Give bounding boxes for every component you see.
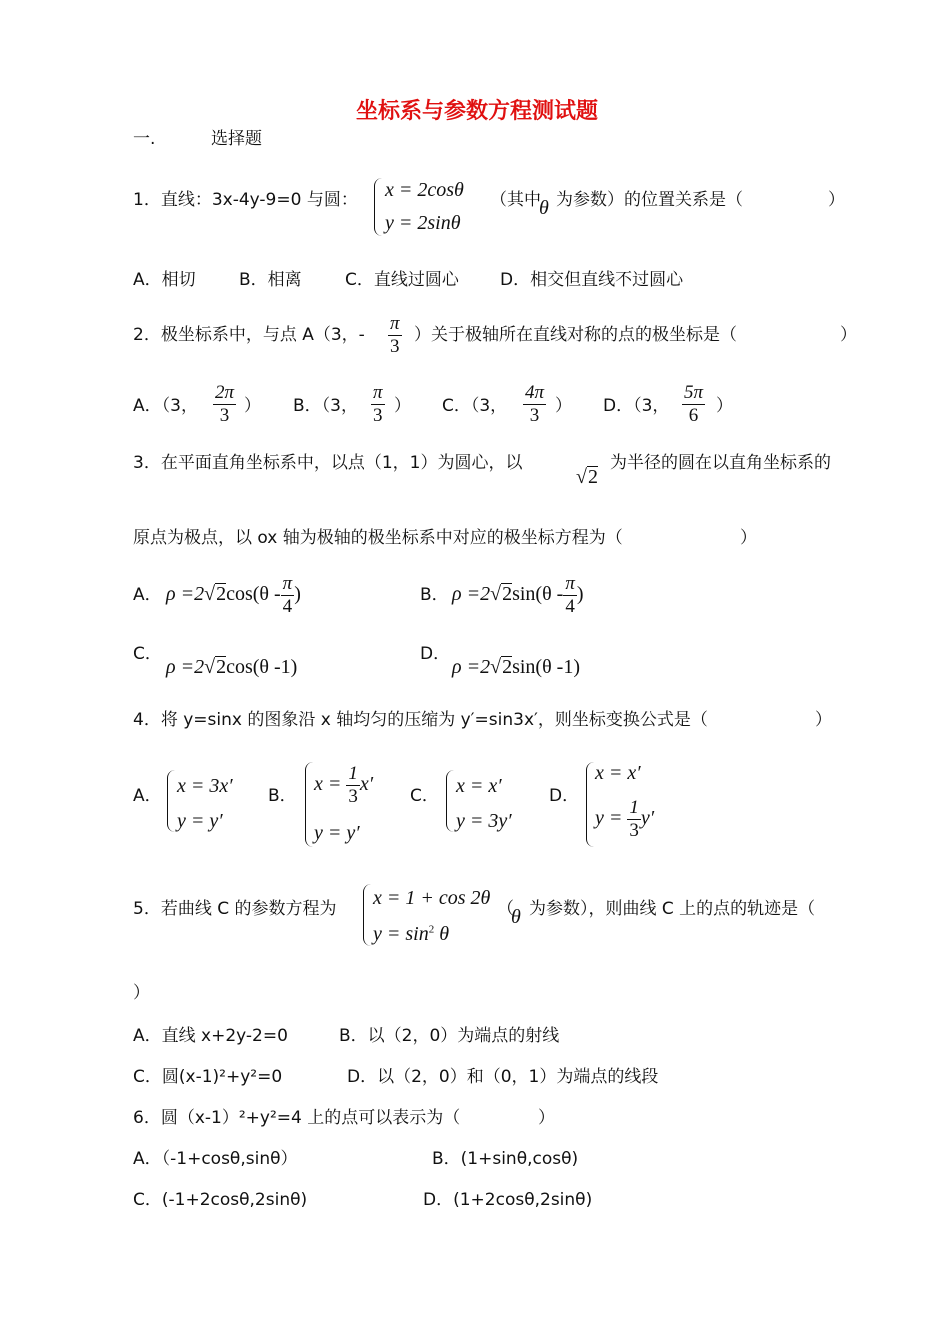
rho-eq: ρ =2	[166, 582, 205, 605]
pi-over-4	[563, 573, 577, 618]
q3-option-c-label: C．	[133, 644, 162, 664]
q3-option-d-formula	[452, 656, 580, 677]
q1-stem: 1．直线：3x-4y-9=0 与圆：	[133, 190, 358, 210]
q1-eq-x: x = 2cosθ	[385, 179, 464, 201]
one-third	[627, 797, 641, 842]
q4-option-d-label: D．	[549, 786, 580, 806]
q4-option-d-y	[595, 797, 654, 842]
frac-num: 4π	[525, 382, 545, 403]
sin-part: sin(θ -	[512, 656, 564, 678]
q4-close: ）	[815, 710, 832, 730]
q3-stem-line1b: 为半径的圆在以直角坐标系的	[610, 453, 831, 473]
q6-close: ）	[538, 1108, 555, 1128]
q4-stem: 4．将 y=sinx 的图象沿 x 轴均匀的压缩为 y′=sin3x′，则坐标变换公式是（	[133, 710, 708, 730]
q6-stem: 6．圆（x-1）²+y²=4 上的点可以表示为（	[133, 1108, 461, 1128]
radical-icon: √	[490, 656, 502, 678]
radical-icon: √	[490, 582, 502, 605]
q6-option-b: B．(1+sinθ,cosθ)	[432, 1149, 579, 1169]
radicand: 2	[587, 466, 598, 488]
cos-part: cos(θ -	[226, 582, 281, 605]
q4-option-c-label: C．	[410, 786, 439, 806]
rho-eq: ρ =2	[166, 656, 205, 678]
q5-mid1: （	[497, 899, 514, 919]
q2-stem-end: ）关于极轴所在直线对称的点的极坐标是（	[414, 325, 737, 345]
one-paren: 1)	[563, 656, 581, 678]
q5-option-a: A．直线 x+2y-2=0	[133, 1026, 288, 1046]
q4-option-b-label: B．	[268, 786, 297, 806]
frac-den: 4	[282, 595, 293, 617]
rhs: x′	[359, 772, 374, 795]
q1-theta: θ	[539, 197, 549, 219]
q4-option-b-x	[314, 763, 373, 808]
q2-option-b-close: ）	[394, 396, 411, 416]
q6-option-c: C．(-1+2cosθ,2sinθ)	[133, 1190, 308, 1210]
q4-option-c-y: y = 3y′	[456, 810, 512, 832]
q4-option-a-brace	[167, 770, 175, 832]
q6-option-d: D．(1+2cosθ,2sinθ)	[423, 1190, 593, 1210]
q1-brace	[374, 178, 383, 236]
q5-option-c: C．圆(x-1)²+y²=0	[133, 1067, 283, 1087]
frac-den: 3	[629, 819, 639, 841]
q3-option-a-label: A．	[133, 585, 162, 605]
frac-den: 3	[219, 404, 230, 426]
q3-option-d-label: D．	[420, 644, 451, 664]
q2-option-d-fraction	[682, 382, 705, 427]
q5-brace	[363, 884, 372, 946]
q4-option-a-label: A．	[133, 786, 162, 806]
q2-close: ）	[840, 325, 857, 345]
rho-eq: ρ =2	[452, 656, 491, 678]
frac-den: 3	[373, 404, 383, 426]
q2-option-c-close: ）	[555, 396, 572, 416]
frac-num: π	[282, 573, 293, 594]
q1-option-c: C．直线过圆心	[345, 270, 459, 290]
q2-stem: 2．极坐标系中，与点 A（3，-	[133, 325, 365, 345]
q1-mid2: 为参数）的位置关系是（	[556, 190, 743, 210]
q4-option-a-y: y = y′	[177, 810, 223, 832]
q2-point-fraction	[388, 313, 402, 358]
q4-option-b-brace	[305, 762, 313, 847]
q3-option-a-formula	[166, 573, 301, 618]
q3-close: ）	[740, 528, 757, 548]
q5-stem: 5．若曲线 C 的参数方程为	[133, 899, 337, 919]
q2-option-d-close: ）	[716, 396, 733, 416]
radical-icon: √	[576, 466, 587, 488]
q4-option-a-x: x = 3x′	[177, 775, 233, 797]
one-third	[346, 763, 360, 808]
theta: θ	[439, 923, 450, 945]
q3-stem-line2: 原点为极点，以 ox 轴为极轴的极坐标系中对应的极坐标方程为（	[133, 528, 623, 548]
q1-option-d: D．相交但直线不过圆心	[500, 270, 684, 290]
q5-eq-y	[373, 924, 449, 944]
q4-option-d-brace	[586, 762, 594, 847]
q5-option-d: D．以（2，0）和（0，1）为端点的线段	[347, 1067, 659, 1087]
q1-eq-y: y = 2sinθ	[385, 212, 461, 234]
radicand: 2	[216, 582, 227, 605]
radicand: 2	[502, 656, 513, 678]
rparen: )	[576, 582, 584, 605]
rhs: y′	[640, 806, 655, 829]
q1-mid1: （其中	[490, 190, 541, 210]
frac-den: 4	[565, 595, 575, 617]
lhs: y =	[595, 806, 623, 829]
q6-option-a: A．（-1+cosθ,sinθ）	[133, 1149, 298, 1169]
q1-option-b: B．相离	[239, 270, 302, 290]
frac-num: 1	[629, 797, 639, 818]
q2-option-c-fraction	[523, 382, 546, 427]
q5-mid2: 为参数），则曲线 C 上的点的轨迹是（	[529, 899, 816, 919]
q5-close: ）	[133, 983, 150, 1003]
exponent: 2	[428, 923, 435, 936]
frac-num: π	[373, 382, 383, 403]
q5-option-b: B．以（2，0）为端点的射线	[339, 1026, 560, 1046]
radicand: 2	[216, 656, 227, 678]
q2-option-b-fraction	[371, 382, 385, 427]
cos-part: cos(θ -	[226, 656, 281, 678]
q3-sqrt2	[576, 466, 598, 487]
q5-eq-x: x = 1 + cos 2θ	[373, 887, 491, 909]
q4-option-b-y: y = y′	[314, 822, 360, 844]
one-paren: 1)	[280, 656, 298, 678]
q3-option-b-label: B．	[420, 585, 449, 605]
frac-den: 3	[348, 785, 358, 807]
q3-option-c-formula	[166, 656, 297, 677]
q3-option-b-formula	[452, 573, 584, 618]
q4-option-d-x: x = x′	[595, 762, 641, 784]
q2-option-a-label: A．（3，	[133, 396, 198, 416]
q4-option-c-brace	[446, 770, 454, 832]
radical-icon: √	[204, 582, 216, 605]
sin-part: sin(θ -	[512, 582, 564, 605]
q4-option-c-x: x = x′	[456, 775, 502, 797]
section-label: 选择题	[211, 129, 262, 149]
sin-part: y = sin	[373, 923, 429, 945]
frac-num: π	[565, 573, 575, 594]
frac-den: 6	[688, 404, 699, 426]
page-title: 坐标系与参数方程测试题	[356, 98, 599, 124]
radicand: 2	[502, 582, 513, 605]
q2-option-d-label: D．（3，	[603, 396, 670, 416]
frac-num: π	[390, 313, 400, 334]
q2-option-a-close: ）	[244, 396, 261, 416]
rho-eq: ρ =2	[452, 582, 491, 605]
q1-option-a: A．相切	[133, 270, 196, 290]
q2-option-a-fraction	[213, 382, 236, 427]
lhs: x =	[314, 772, 342, 795]
q3-stem-line1: 3．在平面直角坐标系中，以点（1，1）为圆心，以	[133, 453, 523, 473]
q1-close: ）	[828, 190, 845, 210]
q2-option-c-label: C．（3，	[442, 396, 508, 416]
q2-option-b-label: B．（3，	[293, 396, 358, 416]
rparen: )	[294, 582, 301, 605]
frac-den: 3	[529, 404, 540, 426]
frac-num: 2π	[215, 382, 235, 403]
pi-over-4	[281, 573, 295, 618]
q5-theta: θ	[511, 906, 521, 928]
frac-den: 3	[390, 335, 400, 357]
radical-icon: √	[204, 656, 216, 678]
frac-num: 5π	[684, 382, 704, 403]
section-number: 一.	[133, 129, 156, 149]
frac-num: 1	[348, 763, 358, 784]
